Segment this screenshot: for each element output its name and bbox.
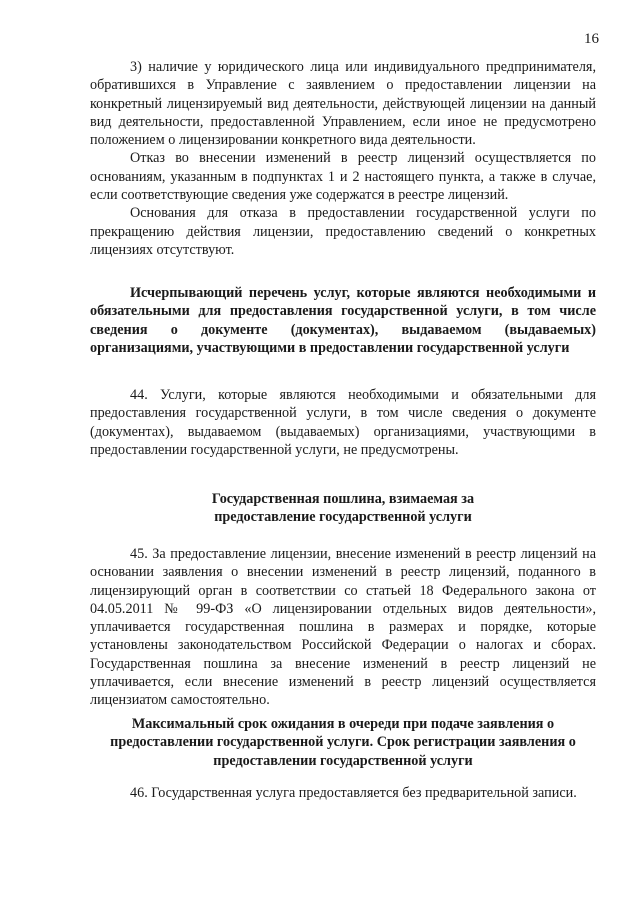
paragraph-refusal-changes: Отказ во внесении изменений в реестр лицензий осуществляется по основаниям, указанным в подпунктах 1 и 2 настоящего пункта, а также в случае, если соответствующие сведения уже содержатся в реестре лицензий. [90, 150, 596, 204]
section-45 [90, 545, 596, 710]
top-paragraphs [90, 58, 596, 259]
paragraph-refusal-termination: Основания для отказа в предоставлении государственной услуги по прекращению действия лицензии, предоставлению сведений о конкретных лицензиях отсутствуют. [90, 205, 596, 258]
paragraph-44: 44. Услуги, которые являются необходимыми и обязательными для предоставления государственной услуги, в том числе сведения о документе (документах), выдаваемом (выдаваемых) организациями, участвующими в предоставлении государственной услуги, не предусмотрены. [90, 387, 596, 458]
heading-required-services: Исчерпывающий перечень услуг, которые являются необходимыми и обязательными для предоставления государственной услуги, в том числе сведения о документе (документах), выдаваемом (выдаваемых) организациями, участвующими в предоставлении государственной услуги [90, 285, 596, 356]
section-44 [90, 386, 596, 459]
section-46 [90, 784, 596, 802]
page-number: 16 [584, 31, 599, 47]
heading-max-wait-time: Максимальный срок ожидания в очереди при подаче заявления о предоставлении государственной услуги. Срок регистрации заявления о предоставлении государственной услуги [110, 716, 576, 769]
paragraph-item-3: 3) наличие у юридического лица или индивидуального предпринимателя, обратившихся в Управление с заявлением о предоставлении лицензии на конкретный лицензируемый вид деятельности, действующей лицензии на данный вид деятельности, предоставленной Управлением, если иное не предусмотрено положением о лицензировании конкретного вида деятельности. [90, 59, 596, 149]
heading-state-fee [90, 490, 596, 527]
heading-state-fee-line1: Государственная пошлина, взимаемая за [211, 491, 475, 507]
paragraph-46: 46. Государственная услуга предоставляется без предварительной записи. [130, 785, 577, 801]
heading-state-fee-line2: предоставление государственной услуги [214, 509, 472, 526]
paragraph-45: 45. За предоставление лицензии, внесение изменений в реестр лицензий на основании заявления о внесении изменений в реестр лицензий, поданного в лицензирующий орган в соответствии со статьей 18 Федерального закона от 04.05.2011 № 99-ФЗ «О лицензировании отдельных видов деятельности», уплачивается государственная пошлина в размерах и порядке, которые установлены законодательством Российской Федерации о налогах и сборах. Государственная пошлина за внесение изменений в реестр лицензий не уплачивается, если внесение изменений в реестр лицензий осуществляется лицензиатом самостоятельно. [90, 546, 596, 709]
